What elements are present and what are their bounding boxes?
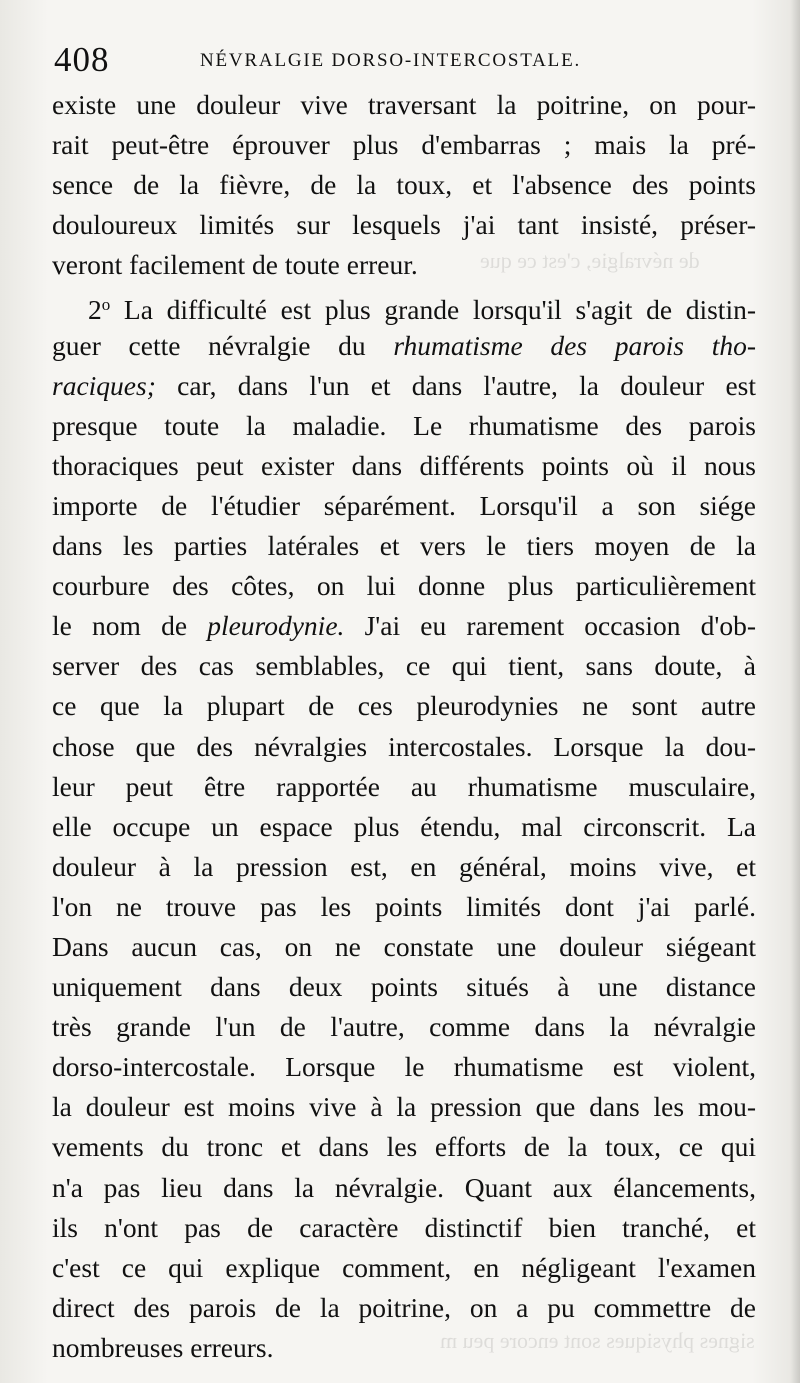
text-line: rait peut-être éprouver plus d'embarras ; mais la pré- xyxy=(52,129,756,161)
italic-term: raciques; xyxy=(52,369,156,401)
page-number: 408 xyxy=(54,40,110,79)
text-line: dorso-intercostale. Lorsque le rhumatisme est violent, xyxy=(52,1051,756,1083)
text-line: thoraciques peut exister dans différents points où il nous xyxy=(52,449,756,481)
bleed-through-text: de névralgie, c'est ce que xyxy=(480,248,700,273)
running-title: NÉVRALGIE DORSO-INTERCOSTALE. xyxy=(200,50,582,71)
text-line: existe une douleur vive traversant la poitrine, on pour- xyxy=(52,89,756,120)
text-line: l'on ne trouve pas les points limités dont j'ai parlé. xyxy=(52,890,756,922)
text-line: server des cas semblables, ce qui tient, sans doute, à xyxy=(52,650,756,682)
ordinal-superscript: o xyxy=(101,295,111,315)
text-line: importe de l'étudier séparément. Lorsqu'il a son siége xyxy=(52,489,756,521)
italic-term: pleurodynie. xyxy=(207,610,345,642)
page-header xyxy=(52,38,752,88)
text-line: leur peut être rapportée au rhumatisme musculaire, xyxy=(52,770,756,802)
text-line: la douleur est moins vive à la pression que dans les mou- xyxy=(52,1091,756,1123)
text-line: le nom de pleurodynie. J'ai eu rarement occasion d'ob- xyxy=(52,610,756,642)
text-line: vements du tronc et dans les efforts de la toux, ce qui xyxy=(52,1131,756,1163)
page-edge-shadow xyxy=(790,0,800,1383)
text-line: presque toute la maladie. Le rhumatisme des parois xyxy=(52,409,756,441)
list-number: 2 xyxy=(88,294,102,326)
body-text xyxy=(52,85,756,1368)
text-line: uniquement dans deux points situés à une distance xyxy=(52,971,756,1003)
text-line: courbure des côtes, on lui donne plus particulièrement xyxy=(52,570,756,602)
text-line: douleur à la pression est, en général, moins vive, et xyxy=(52,850,756,882)
text-line: c'est ce qui explique comment, en négligeant l'examen xyxy=(52,1251,756,1283)
text-line: ils n'ont pas de caractère distinctif bien tranché, et xyxy=(52,1211,756,1243)
text-line: très grande l'un de l'autre, comme dans la névralgie xyxy=(52,1011,756,1043)
paragraph-end-line: veront facilement de toute erreur. xyxy=(52,249,418,281)
text-line: dans les parties latérales et vers le tiers moyen de la xyxy=(52,530,756,562)
text-line: douloureux limités sur lesquels j'ai tant insisté, préser- xyxy=(52,209,756,241)
italic-term: rhumatisme des parois tho- xyxy=(393,329,756,361)
text-line: sence de la fièvre, de la toux, et l'absence des points xyxy=(52,169,756,201)
bleed-through-text: signes physiques sont encore peu m xyxy=(440,1328,755,1353)
paragraph-end-line: nombreuses erreurs. xyxy=(52,1331,274,1363)
text-line: chose que des névralgies intercostales. Lorsque la dou- xyxy=(52,730,756,762)
text-line: ce que la plupart de ces pleurodynies ne sont autre xyxy=(52,690,756,722)
text-line: Dans aucun cas, on ne constate une douleur siégeant xyxy=(52,930,756,962)
paragraph-start-line: 2$^o$ La difficulté est plus grande lorsqu'il s'agit de distin- xyxy=(88,294,756,326)
text-line: raciques; car, dans l'un et dans l'autre, la douleur est xyxy=(52,369,756,401)
text-line: elle occupe un espace plus étendu, mal circonscrit. La xyxy=(52,810,756,842)
text-line: direct des parois de la poitrine, on a pu commettre de xyxy=(52,1291,756,1323)
text-line: n'a pas lieu dans la névralgie. Quant aux élancements, xyxy=(52,1171,756,1203)
text-line: guer cette névralgie du rhumatisme des parois tho- xyxy=(52,329,756,361)
